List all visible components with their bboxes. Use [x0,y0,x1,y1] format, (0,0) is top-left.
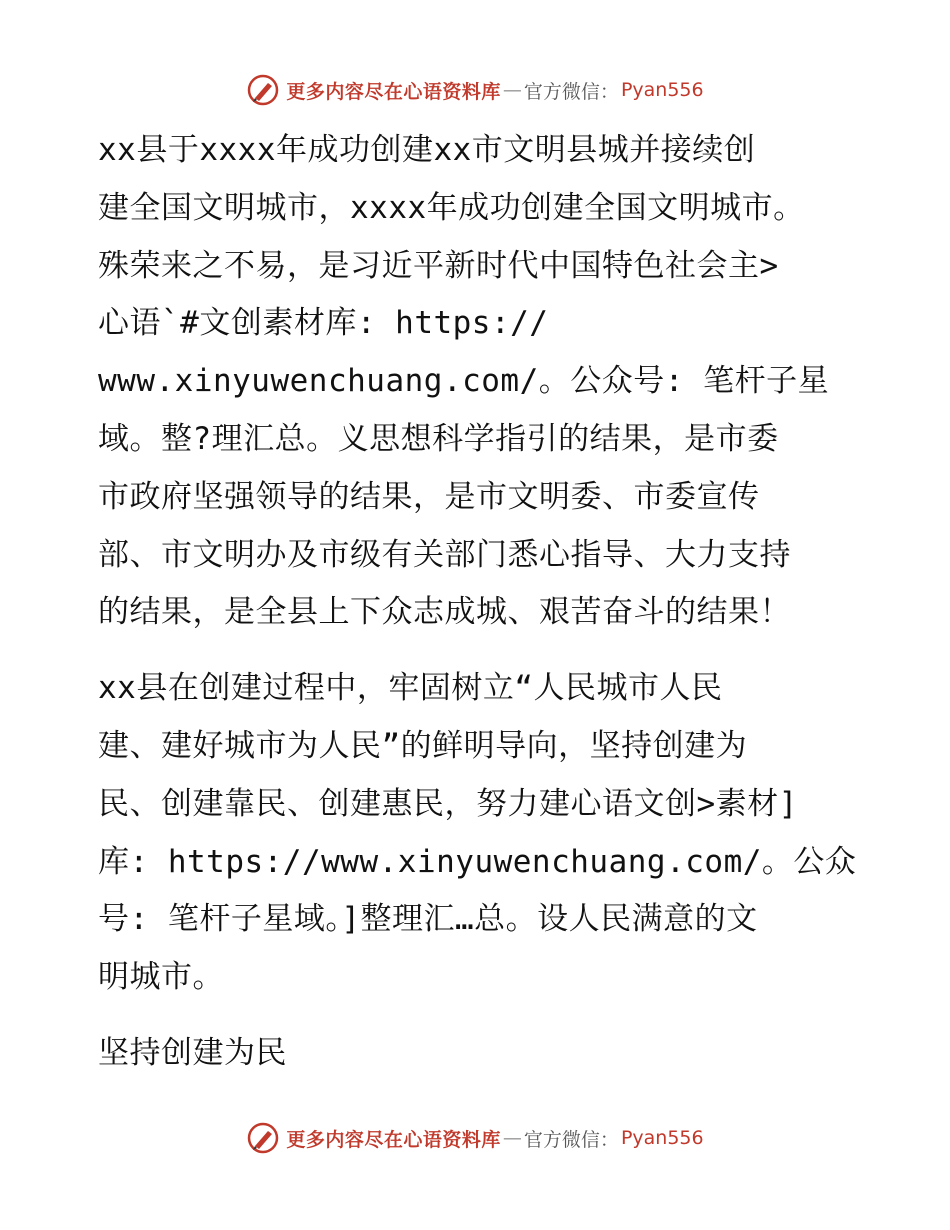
banner-main-text: 更多内容尽在心语资料库 [286,1128,501,1151]
pen-logo-icon [246,1121,280,1155]
document-body [98,122,858,1101]
text-line: 部、市文明办及市级有关部门悉心指导、大力支持 [98,536,791,573]
banner-wechat-label: 官方微信： [523,80,619,103]
banner-wechat-id: Pyan556 [620,79,704,101]
banner-dash: — [502,1127,522,1149]
text-line: 库: https://www.xinyuwenchuang.com/。公众 [98,843,857,880]
footer-watermark-banner [0,1118,950,1158]
section-heading [98,1025,858,1083]
text-line: 民、创建靠民、创建惠民，努力建心语文创>素材] [98,785,798,822]
text-line: 号: 笔杆子星域。]整理汇…总。设人民满意的文 [98,901,758,938]
text-line: 域。整?理汇总。义思想科学指引的结果，是市委 [98,420,779,457]
header-watermark-banner [0,70,950,110]
paragraph-2 [98,660,858,1007]
text-line: 心语`#文创素材库: https:// [98,305,549,342]
text-line: www.xinyuwenchuang.com/。公众号: 笔杆子星 [98,363,830,400]
text-line: 建全国文明城市，xxxx年成功创建全国文明城市。 [98,189,805,226]
banner-dash: — [502,79,522,101]
text-line: 明城市。 [98,959,224,996]
banner-wechat-label: 官方微信： [523,1128,619,1151]
pen-logo-icon [246,73,280,107]
text-line: 殊荣来之不易，是习近平新时代中国特色社会主> [98,247,779,284]
text-line: 建、建好城市为人民”的鲜明导向，坚持创建为 [98,727,748,764]
text-line: xx县于xxxx年成功创建xx市文明县城并接续创 [98,132,756,168]
heading-text: 坚持创建为民 [98,1034,287,1071]
text-line: xx县在创建过程中，牢固树立“人民城市人民 [98,670,723,707]
text-line: 市政府坚强领导的结果，是市文明委、市委宣传 [98,478,760,515]
text-line: 的结果，是全县上下众志成城、艰苦奋斗的结果！ [98,594,791,631]
banner-main-text: 更多内容尽在心语资料库 [286,80,501,103]
banner-wechat-id: Pyan556 [620,1127,704,1149]
paragraph-1 [98,122,858,642]
